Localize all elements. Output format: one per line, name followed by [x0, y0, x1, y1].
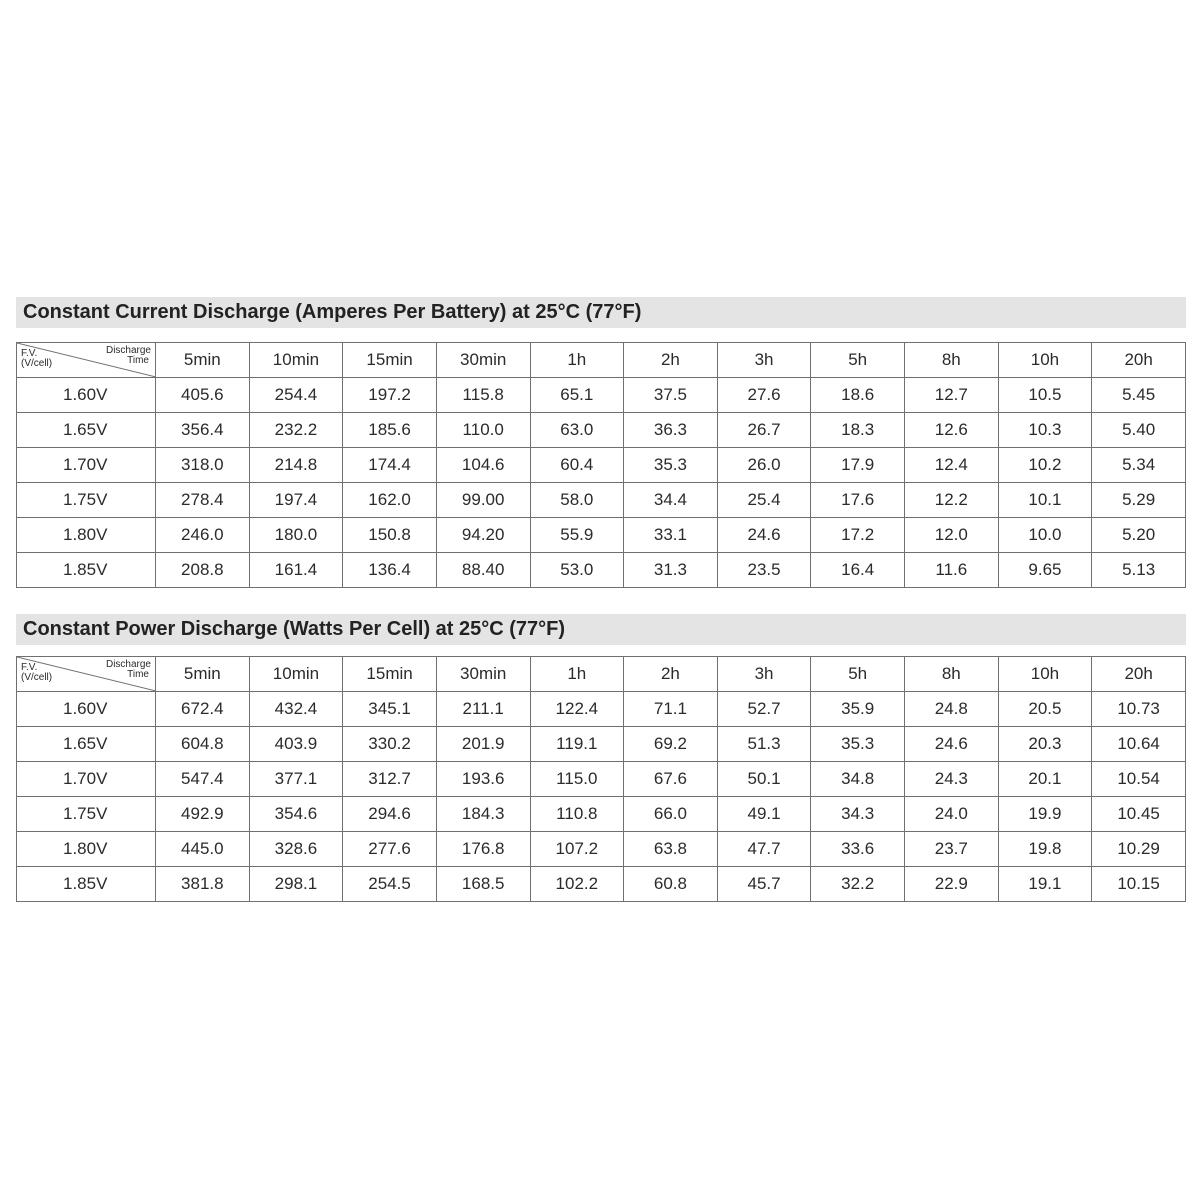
- table-cell: 162.0: [343, 483, 437, 518]
- table-cell: 119.1: [530, 727, 624, 762]
- table-cell: 294.6: [343, 797, 437, 832]
- table-cell: 12.7: [905, 378, 999, 413]
- table-cell: 197.2: [343, 378, 437, 413]
- row-voltage-label: 1.60V: [17, 692, 156, 727]
- table-cell: 60.8: [624, 867, 718, 902]
- column-header: 1h: [530, 657, 624, 692]
- table-row: [17, 832, 1186, 867]
- table-cell: 136.4: [343, 553, 437, 588]
- header-row: [17, 343, 1186, 378]
- table-cell: 432.4: [249, 692, 343, 727]
- table-cell: 184.3: [436, 797, 530, 832]
- table-cell: 27.6: [717, 378, 811, 413]
- table-cell: 71.1: [624, 692, 718, 727]
- column-header: 5min: [156, 657, 250, 692]
- table-row: [17, 727, 1186, 762]
- column-header: 15min: [343, 343, 437, 378]
- fv-text: F.V.: [21, 348, 38, 359]
- column-header: 10h: [998, 343, 1092, 378]
- table-cell: 254.4: [249, 378, 343, 413]
- table-cell: 34.4: [624, 483, 718, 518]
- table-row: [17, 762, 1186, 797]
- column-header: 3h: [717, 657, 811, 692]
- row-voltage-label: 1.60V: [17, 378, 156, 413]
- discharge-time-label: [106, 660, 151, 680]
- table-cell: 5.29: [1092, 483, 1186, 518]
- table-cell: 197.4: [249, 483, 343, 518]
- table-cell: 10.64: [1092, 727, 1186, 762]
- table-cell: 345.1: [343, 692, 437, 727]
- table-cell: 110.0: [436, 413, 530, 448]
- column-header: 10h: [998, 657, 1092, 692]
- table-cell: 35.3: [811, 727, 905, 762]
- table-cell: 49.1: [717, 797, 811, 832]
- table-cell: 47.7: [717, 832, 811, 867]
- corner-header-cell: [17, 657, 156, 692]
- table-cell: 35.3: [624, 448, 718, 483]
- table-cell: 9.65: [998, 553, 1092, 588]
- table-cell: 174.4: [343, 448, 437, 483]
- table-cell: 107.2: [530, 832, 624, 867]
- table-cell: 5.20: [1092, 518, 1186, 553]
- table-cell: 19.1: [998, 867, 1092, 902]
- table-row: [17, 797, 1186, 832]
- table-cell: 232.2: [249, 413, 343, 448]
- vcell-text: (V/cell): [21, 358, 53, 369]
- table-cell: 405.6: [156, 378, 250, 413]
- column-header: 20h: [1092, 343, 1186, 378]
- table-cell: 12.2: [905, 483, 999, 518]
- table-cell: 110.8: [530, 797, 624, 832]
- table-cell: 211.1: [436, 692, 530, 727]
- table-cell: 185.6: [343, 413, 437, 448]
- table-cell: 377.1: [249, 762, 343, 797]
- column-header: 10min: [249, 657, 343, 692]
- row-voltage-label: 1.85V: [17, 867, 156, 902]
- table-cell: 26.0: [717, 448, 811, 483]
- discharge-time-label: [106, 346, 151, 366]
- table-cell: 381.8: [156, 867, 250, 902]
- column-header: 2h: [624, 343, 718, 378]
- table-cell: 16.4: [811, 553, 905, 588]
- table-cell: 19.8: [998, 832, 1092, 867]
- table-cell: 66.0: [624, 797, 718, 832]
- table-cell: 35.9: [811, 692, 905, 727]
- power-discharge-title: Constant Power Discharge (Watts Per Cell) at 25°C (77°F): [16, 614, 1186, 645]
- discharge-text: Discharge: [105, 659, 151, 670]
- table-cell: 10.1: [998, 483, 1092, 518]
- table-cell: 5.34: [1092, 448, 1186, 483]
- table-cell: 94.20: [436, 518, 530, 553]
- table-cell: 277.6: [343, 832, 437, 867]
- table-cell: 51.3: [717, 727, 811, 762]
- table-cell: 20.3: [998, 727, 1092, 762]
- fv-text: F.V.: [21, 662, 38, 673]
- table-cell: 18.3: [811, 413, 905, 448]
- column-header: 1h: [530, 343, 624, 378]
- table-cell: 63.8: [624, 832, 718, 867]
- discharge-text: Discharge: [105, 345, 151, 356]
- table-cell: 25.4: [717, 483, 811, 518]
- table-row: [17, 692, 1186, 727]
- power-discharge-table: [16, 656, 1186, 902]
- table-cell: 19.9: [998, 797, 1092, 832]
- table-cell: 23.7: [905, 832, 999, 867]
- table-cell: 20.1: [998, 762, 1092, 797]
- table-cell: 31.3: [624, 553, 718, 588]
- column-header: 20h: [1092, 657, 1186, 692]
- row-voltage-label: 1.65V: [17, 727, 156, 762]
- table-cell: 23.5: [717, 553, 811, 588]
- table-cell: 10.73: [1092, 692, 1186, 727]
- table-cell: 298.1: [249, 867, 343, 902]
- table-cell: 278.4: [156, 483, 250, 518]
- table-cell: 36.3: [624, 413, 718, 448]
- table-cell: 115.0: [530, 762, 624, 797]
- table-cell: 254.5: [343, 867, 437, 902]
- table-row: [17, 448, 1186, 483]
- table-cell: 150.8: [343, 518, 437, 553]
- time-text: Time: [127, 355, 149, 366]
- table-cell: 102.2: [530, 867, 624, 902]
- table-cell: 115.8: [436, 378, 530, 413]
- table-cell: 34.3: [811, 797, 905, 832]
- table-cell: 318.0: [156, 448, 250, 483]
- table-row: [17, 867, 1186, 902]
- table-cell: 88.40: [436, 553, 530, 588]
- table-cell: 10.5: [998, 378, 1092, 413]
- table-cell: 26.7: [717, 413, 811, 448]
- table-cell: 354.6: [249, 797, 343, 832]
- table-cell: 24.8: [905, 692, 999, 727]
- table-cell: 193.6: [436, 762, 530, 797]
- table-cell: 32.2: [811, 867, 905, 902]
- table-cell: 445.0: [156, 832, 250, 867]
- table-row: [17, 553, 1186, 588]
- table-row: [17, 413, 1186, 448]
- corner-header-cell: [17, 343, 156, 378]
- table-cell: 11.6: [905, 553, 999, 588]
- table-cell: 67.6: [624, 762, 718, 797]
- row-voltage-label: 1.75V: [17, 483, 156, 518]
- column-header: 30min: [436, 657, 530, 692]
- table-cell: 604.8: [156, 727, 250, 762]
- table-cell: 168.5: [436, 867, 530, 902]
- fv-label: [21, 663, 52, 683]
- table-cell: 22.9: [905, 867, 999, 902]
- row-voltage-label: 1.70V: [17, 448, 156, 483]
- fv-label: [21, 349, 52, 369]
- table-cell: 24.6: [905, 727, 999, 762]
- table-cell: 34.8: [811, 762, 905, 797]
- table-cell: 58.0: [530, 483, 624, 518]
- table-cell: 12.6: [905, 413, 999, 448]
- table-cell: 356.4: [156, 413, 250, 448]
- table-cell: 33.6: [811, 832, 905, 867]
- table-cell: 10.45: [1092, 797, 1186, 832]
- row-voltage-label: 1.75V: [17, 797, 156, 832]
- table-cell: 672.4: [156, 692, 250, 727]
- vcell-text: (V/cell): [21, 672, 53, 683]
- column-header: 5h: [811, 343, 905, 378]
- column-header: 10min: [249, 343, 343, 378]
- table-cell: 12.0: [905, 518, 999, 553]
- table-cell: 5.40: [1092, 413, 1186, 448]
- row-voltage-label: 1.80V: [17, 832, 156, 867]
- current-discharge-table: [16, 342, 1186, 588]
- current-discharge-section: [16, 297, 1186, 579]
- table-cell: 69.2: [624, 727, 718, 762]
- table-cell: 33.1: [624, 518, 718, 553]
- table-cell: 53.0: [530, 553, 624, 588]
- table-cell: 63.0: [530, 413, 624, 448]
- table-cell: 403.9: [249, 727, 343, 762]
- table-cell: 10.3: [998, 413, 1092, 448]
- table-cell: 24.3: [905, 762, 999, 797]
- table-cell: 246.0: [156, 518, 250, 553]
- table-cell: 492.9: [156, 797, 250, 832]
- table-cell: 17.9: [811, 448, 905, 483]
- column-header: 15min: [343, 657, 437, 692]
- table-cell: 52.7: [717, 692, 811, 727]
- table-cell: 328.6: [249, 832, 343, 867]
- column-header: 8h: [905, 343, 999, 378]
- table-cell: 17.6: [811, 483, 905, 518]
- table-cell: 10.29: [1092, 832, 1186, 867]
- column-header: 5min: [156, 343, 250, 378]
- power-discharge-section: [16, 614, 1186, 893]
- table-cell: 17.2: [811, 518, 905, 553]
- header-row: [17, 657, 1186, 692]
- table-cell: 161.4: [249, 553, 343, 588]
- table-row: [17, 378, 1186, 413]
- row-voltage-label: 1.80V: [17, 518, 156, 553]
- table-cell: 122.4: [530, 692, 624, 727]
- table-cell: 50.1: [717, 762, 811, 797]
- table-cell: 18.6: [811, 378, 905, 413]
- table-cell: 180.0: [249, 518, 343, 553]
- table-cell: 208.8: [156, 553, 250, 588]
- table-cell: 99.00: [436, 483, 530, 518]
- table-cell: 10.15: [1092, 867, 1186, 902]
- table-cell: 330.2: [343, 727, 437, 762]
- table-cell: 24.6: [717, 518, 811, 553]
- table-cell: 10.0: [998, 518, 1092, 553]
- table-row: [17, 518, 1186, 553]
- table-cell: 55.9: [530, 518, 624, 553]
- table-cell: 312.7: [343, 762, 437, 797]
- table-cell: 60.4: [530, 448, 624, 483]
- table-row: [17, 483, 1186, 518]
- table-cell: 24.0: [905, 797, 999, 832]
- table-cell: 37.5: [624, 378, 718, 413]
- row-voltage-label: 1.65V: [17, 413, 156, 448]
- column-header: 8h: [905, 657, 999, 692]
- table-cell: 547.4: [156, 762, 250, 797]
- row-voltage-label: 1.85V: [17, 553, 156, 588]
- column-header: 30min: [436, 343, 530, 378]
- table-cell: 10.2: [998, 448, 1092, 483]
- table-cell: 5.45: [1092, 378, 1186, 413]
- table-cell: 10.54: [1092, 762, 1186, 797]
- table-cell: 104.6: [436, 448, 530, 483]
- row-voltage-label: 1.70V: [17, 762, 156, 797]
- table-cell: 45.7: [717, 867, 811, 902]
- current-discharge-title: Constant Current Discharge (Amperes Per Battery) at 25°C (77°F): [16, 297, 1186, 328]
- time-text: Time: [127, 669, 149, 680]
- table-cell: 65.1: [530, 378, 624, 413]
- column-header: 5h: [811, 657, 905, 692]
- table-cell: 20.5: [998, 692, 1092, 727]
- table-cell: 5.13: [1092, 553, 1186, 588]
- table-cell: 176.8: [436, 832, 530, 867]
- table-cell: 214.8: [249, 448, 343, 483]
- column-header: 3h: [717, 343, 811, 378]
- table-cell: 12.4: [905, 448, 999, 483]
- table-cell: 201.9: [436, 727, 530, 762]
- column-header: 2h: [624, 657, 718, 692]
